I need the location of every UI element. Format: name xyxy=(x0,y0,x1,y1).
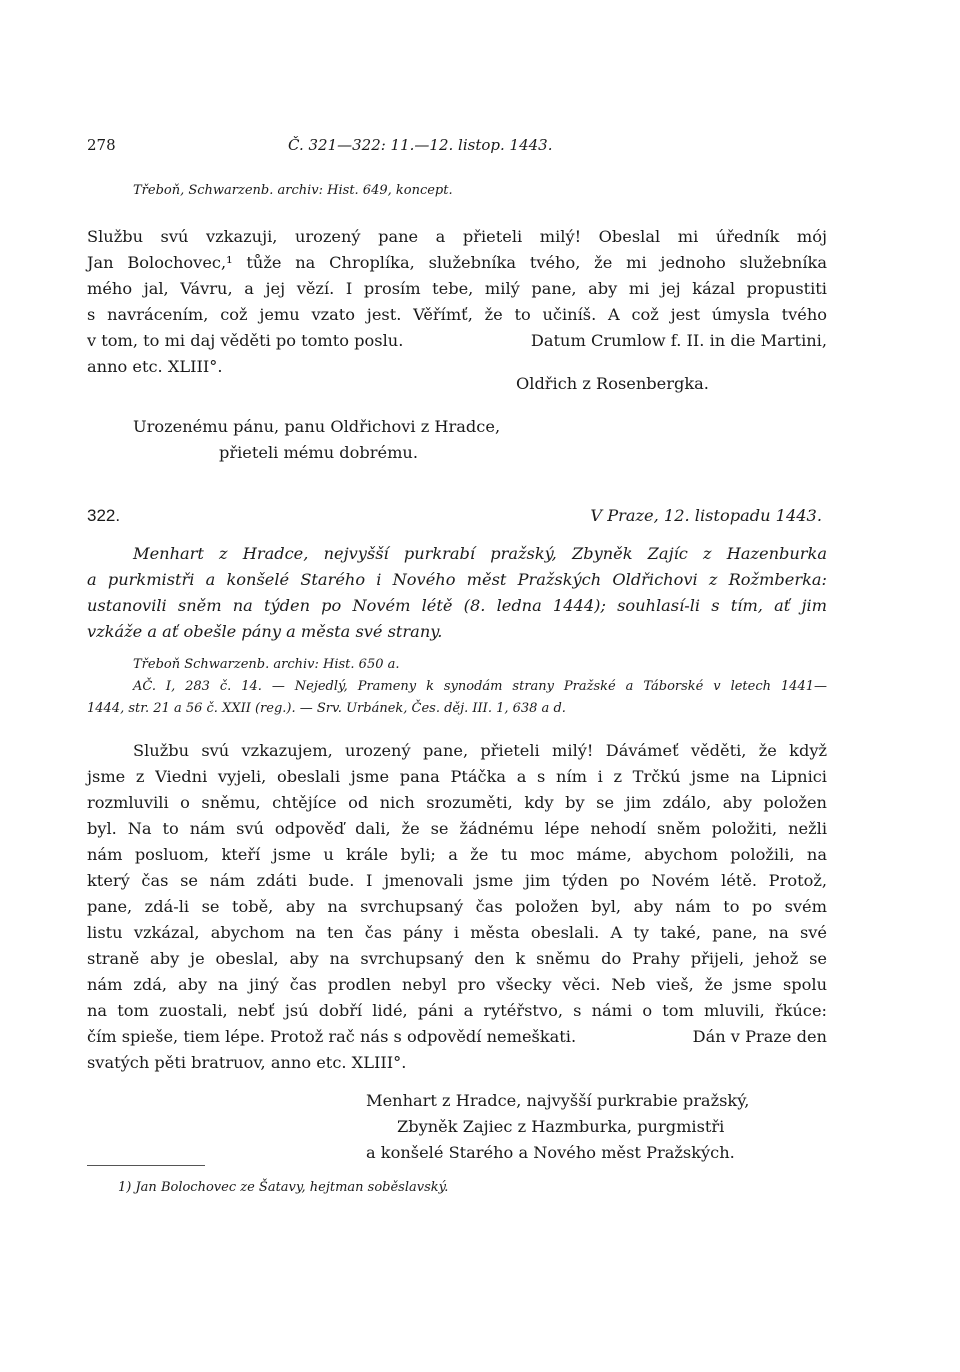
signature-line-2: Zbyněk Zajiec z Hazmburka, purgmistři xyxy=(397,1117,725,1136)
letter-322-line-3: rozmluvili o sněmu, chtějíce od nich srozuměti, kdy by se jim zdálo, aby položen xyxy=(87,793,827,812)
page-number: 278 xyxy=(87,136,116,154)
letter-321-line-6: anno etc. XLIII°. xyxy=(87,357,223,376)
letter-322-line-6: který čas se nám zdáti bude. I jmenovali jsme jim týden po Novém létě. Protož, xyxy=(87,871,827,890)
letter-321-line-5a: v tom, to mi daj věděti po tomto poslu. xyxy=(87,331,404,350)
letter-321-line-4: s navrácením, což jemu vzato jest. Věřímť, že to učiníš. A což jest úmysla tvého xyxy=(87,305,827,324)
letter-321-line-3: mého jal, Vávru, a jej vězí. I prosím tebe, milý pane, aby mi jej kázal propustiti xyxy=(87,279,827,298)
footnote: 1) Jan Bolochovec ze Šatavy, hejtman soběslavský. xyxy=(118,1180,449,1195)
running-title: Č. 321—322: 11.—12. listop. 1443. xyxy=(288,136,553,154)
letter-322-line-4: byl. Na to nám svú odpověď dali, že se žádnému lépe nehodí sněm položiti, nežli xyxy=(87,819,827,838)
letter-321-signature: Oldřich z Rosenbergka. xyxy=(516,374,709,393)
letter-322-line-1: Službu svú vzkazujem, urozený pane, přieteli milý! Dávámeť věděti, že když xyxy=(133,741,827,760)
document-number-322: 322. xyxy=(87,506,121,525)
summary-line-4: vzkáže a ať obešle pány a města své strany. xyxy=(87,622,443,641)
letter-322-line-13: svatých pěti bratruov, anno etc. XLIII°. xyxy=(87,1053,407,1072)
source-note-321: Třeboň, Schwarzenb. archiv: Hist. 649, koncept. xyxy=(133,183,453,198)
letter-322-line-12: čím spieše, tiem lépe. Protož rač nás s odpovědí nemeškati. xyxy=(87,1027,577,1046)
letter-322-line-10: nám zdá, aby na jiný čas prodlen nebyl pro všecky věci. Neb vieš, že jsme spolu xyxy=(87,975,827,994)
reference-line-2: 1444, str. 21 a 56 č. XXII (reg.). — Srv. Urbánek, Čes. děj. III. 1, 638 a d. xyxy=(87,701,566,716)
letter-321-dating: Datum Crumlow f. II. in die Martini, xyxy=(530,331,827,350)
letter-322-line-7: pane, zdá-li se tobě, aby na svrchupsaný čas položen byl, aby nám to po svém xyxy=(87,897,827,916)
summary-line-2: a purkmistři a konšelé Starého i Nového měst Pražských Oldřichovi z Rožmberka: xyxy=(87,570,827,589)
letter-322-line-8: listu vzkázal, abychom na ten čas pány i města obeslali. A ty také, pane, na své xyxy=(87,923,827,942)
signature-line-3: a konšelé Starého a Nového měst Pražských. xyxy=(366,1143,735,1162)
letter-322-line-2: jsme z Viedni vyjeli, obeslali jsme pana Ptáčka a s ním i z Trčkú jsme na Lipnici xyxy=(87,767,827,786)
summary-line-1: Menhart z Hradce, nejvyšší purkrabí pražský, Zbyněk Zajíc z Hazenburka xyxy=(133,544,827,563)
letter-321-line-2: Jan Bolochovec,¹ tůže na Chroplíka, služebníka tvého, že mi jednoho služebníka xyxy=(87,253,827,272)
letter-322-dating: Dán v Praze den xyxy=(692,1027,827,1046)
letter-322-line-11: na tom zuostali, nebť jsú dobří lidé, páni a rytéřstvo, s námi o tom mluvili, řkúce: xyxy=(87,1001,827,1020)
footnote-rule xyxy=(87,1165,205,1166)
letter-321-address-2: přieteli mému dobrému. xyxy=(219,443,419,462)
letter-322-line-9: straně aby je obeslal, aby na svrchupsaný den k sněmu do Prahy přijeli, jehož se xyxy=(87,949,827,968)
summary-line-3: ustanovili sněm na týden po Novém létě (8. ledna 1444); souhlasí-li s tím, ať jim xyxy=(87,596,827,615)
letter-321-address-1: Urozenému pánu, panu Oldřichovi z Hradce, xyxy=(133,417,501,436)
letter-321-line-1: Službu svú vzkazuji, urozený pane a přieteli milý! Obeslal mi úředník mój xyxy=(87,227,827,246)
source-note-322: Třeboň Schwarzenb. archiv: Hist. 650 a. xyxy=(133,657,400,672)
reference-line-1: AČ. I, 283 č. 14. — Nejedlý, Prameny k synodám strany Pražské a Táborské v letech 1441— xyxy=(133,679,827,694)
letter-322-line-5: nám posluom, kteří jsme u krále byli; a že tu moc máme, abychom položili, na xyxy=(87,845,827,864)
signature-line-1: Menhart z Hradce, najvyšší purkrabie pražský, xyxy=(366,1091,750,1110)
place-date-322: V Praze, 12. listopadu 1443. xyxy=(590,506,822,525)
